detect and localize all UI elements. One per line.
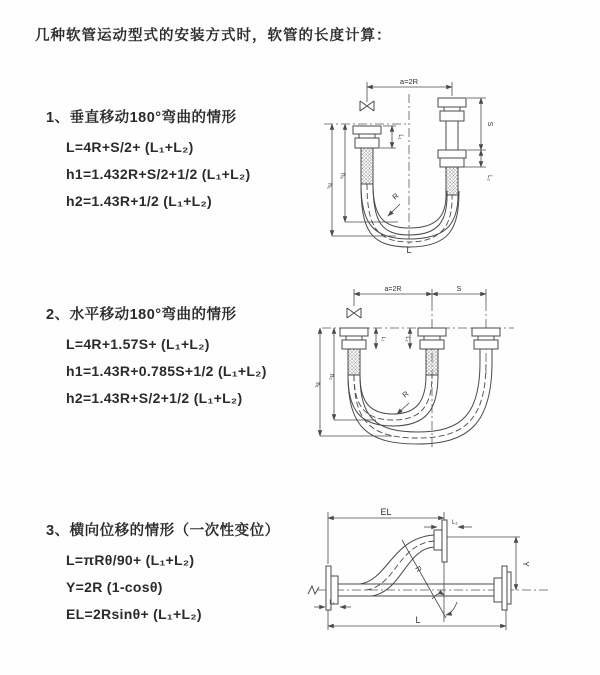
radius-label: R (400, 389, 411, 400)
right-pipe (446, 121, 458, 150)
diagram-horizontal-180-bend (310, 282, 550, 454)
dim-l2-label: L₂ (452, 520, 458, 526)
braid-section (426, 349, 438, 375)
diagram-lateral-displacement (306, 504, 560, 646)
hose-curves (361, 184, 459, 247)
section-vertical-180 (46, 106, 251, 208)
dim-l1-label: L₁ (397, 134, 403, 140)
dim-y-label: Y (521, 561, 530, 567)
dim-h1-label: h₁ (326, 183, 333, 189)
right-flange (494, 566, 511, 610)
braid-section (348, 349, 360, 375)
dim-a2r-label: a=2R (384, 286, 402, 293)
braid-section (446, 167, 458, 195)
radius-label: R (413, 564, 424, 574)
hose-position-2 (348, 362, 492, 444)
dim-l2-label: L₂ (404, 336, 410, 342)
middle-fitting (418, 328, 446, 375)
dim-l2-label: L₂ (486, 175, 492, 181)
centerline-vertical (432, 302, 486, 448)
right-fitting-original (438, 150, 466, 195)
braid-section (361, 148, 373, 184)
formula-EL: EL=2Rsinθ+ (L₁+L₂) (66, 606, 202, 622)
hose-s-curve (360, 535, 434, 596)
dim-a2r-label: a=2R (399, 77, 419, 86)
displaced-flange (434, 520, 447, 562)
section-1-heading: 1、垂直移动180°弯曲的情形 (46, 110, 237, 126)
centerline-break-mark (308, 586, 319, 594)
dim-el-label: EL (380, 507, 392, 517)
formula-h2: h2=1.43R+1/2 (L₁+L₂) (66, 193, 213, 209)
valve-icon (360, 101, 374, 111)
right-fitting-moved (438, 98, 466, 121)
section-lateral-displacement (46, 519, 280, 621)
dim-s-label: S (486, 121, 493, 127)
formula-h1: h1=1.43R+0.785S+1/2 (L₁+L₂) (66, 363, 267, 379)
formula-h1: h1=1.432R+S/2+1/2 (L₁+L₂) (66, 166, 251, 182)
formula-Y: Y=2R (1-cosθ) (66, 579, 163, 595)
dim-s-label: S (456, 286, 462, 293)
angle-theta-arcs (432, 594, 457, 615)
dim-h1-label: h₁ (314, 382, 320, 388)
section-3-heading: 3、横向位移的情形（一次性变位） (46, 523, 280, 539)
valve-icon (347, 308, 361, 318)
dim-h2-label: h₂ (339, 172, 346, 180)
section-horizontal-180 (46, 303, 267, 405)
left-fitting (353, 126, 381, 184)
dim-l-label: L (415, 615, 421, 625)
dim-l1-label: L₁ (329, 600, 335, 606)
radius-label: R (390, 191, 401, 202)
dim-l1-label: L₁ (380, 336, 386, 342)
dim-l-label: L (406, 245, 412, 254)
left-fitting (340, 328, 368, 375)
formula-L: L=4R+S/2+ (L₁+L₂) (66, 139, 194, 155)
diagram-vertical-180-bend (310, 74, 550, 254)
radius-line (402, 540, 446, 618)
page-title: 几种软管运动型式的安装方式时，软管的长度计算： (35, 28, 392, 44)
dim-h2-label: h₂ (328, 374, 334, 380)
section-2-heading: 2、水平移动180°弯曲的情形 (46, 307, 237, 323)
hose-position-1 (348, 375, 438, 426)
formula-h2: h2=1.43R+S/2+1/2 (L₁+L₂) (66, 390, 243, 406)
formula-L: L=πRθ/90+ (L₁+L₂) (66, 552, 195, 568)
formula-L: L=4R+1.57S+ (L₁+L₂) (66, 336, 210, 352)
